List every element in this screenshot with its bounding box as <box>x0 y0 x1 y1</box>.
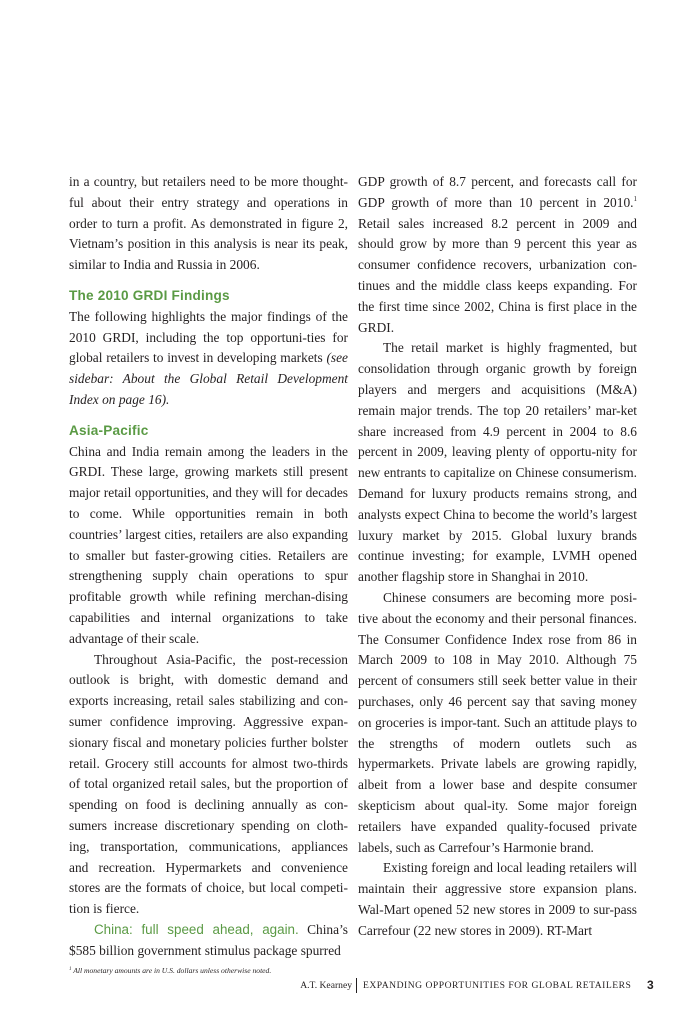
paragraph <box>69 307 348 411</box>
section-heading-asia-pacific: Asia-Pacific <box>69 422 149 438</box>
footer-publication-title: EXPANDING OPPORTUNITIES FOR GLOBAL RETAILERS <box>363 980 632 991</box>
paragraph-text: The following highlights the major findings of the 2010 GRDI, including the top opportuni-ties for global retailers to invest in developing markets <box>69 308 348 366</box>
paragraph: The retail market is highly fragmented, but consolidation through organic growth by foreign players and mergers and acquisitions (M&A) remain major trends. The top 20 retailers’ mar-ket share increased from 4.9 percent in 2004 to 8.6 percent in 2009, leaving plenty of opportu-nity for new entrants to capitalize on Chinese consumerism. Demand for luxury products remains strong, and analysts expect China to become the world’s largest luxury market by 2015. Global luxury brands continue investing; for example, LVMH opened another flagship store in Shanghai in 2010. <box>358 340 637 585</box>
right-column <box>358 172 637 941</box>
footnote-text: All monetary amounts are in U.S. dollars unless otherwise noted. <box>71 966 272 976</box>
paragraph: Existing foreign and local leading retailers will maintain their aggressive store expansion plans. Wal-Mart opened 52 new stores in 2009 to sur-pass Carrefour (22 new stores in 2009). RT-Mart <box>358 860 637 938</box>
page-number: 3 <box>647 978 654 992</box>
footnote-reference: 1 <box>633 194 637 203</box>
sidebar-reference: (see sidebar: About the Global Retail Development Index on page 16). <box>69 350 348 407</box>
paragraph: Throughout Asia-Pacific, the post-recession outlook is bright, with domestic demand and exports increasing, retail sales stabilizing and con-sumer confidence improving. Aggressive expan-sionary fiscal and monetary policies further bolster retail. Grocery still accounts for almost two-thirds of total organized retail sales, but the proportion of spending on food is declining annually as con-sumers increase discretionary spending on cloth-ing, transportation, communications, appliances and recreation. Hypermarkets and convenience stores are the formats of choice, but local competi-tion is fierce. <box>69 651 348 917</box>
paragraph <box>358 172 637 338</box>
footnote-marker: 1 <box>69 967 72 973</box>
paragraph: Chinese consumers are becoming more posi-tive about the economy and their personal finances. The Consumer Confidence Index rose from 86 in March 2009 to 108 in May 2010. Although 75 percent of consumers still seek better value in their purchases, only 46 percent say that saving money on groceries is impor-tant. Such an attitude plays to the strengths of modern outlets such as hypermarkets. Private labels are growing rapidly, albeit from a lower base and despite consumer skepticism about qual-ity. Some major foreign retailers have expanded quality-focused private labels, such as Carrefour’s Harmonie brand. <box>358 589 637 855</box>
footer-brand: A.T. Kearney <box>300 980 352 991</box>
left-column <box>69 172 348 977</box>
paragraph-text: China’s $585 billion government stimulus package spurred <box>69 921 349 958</box>
footer-divider <box>356 978 357 993</box>
paragraph-text: Retail sales increased 8.2 percent in 2009 and should grow by more than 9 percent this year as consumer confidence recovers, urbanization con-tinues and the middle class keeps expanding. For the first time since 2002, China is first place in the GRDI. <box>358 215 637 335</box>
run-in-heading-china: China: full speed ahead, again. <box>94 921 299 937</box>
paragraph <box>69 920 348 962</box>
paragraph-text: GDP growth of 8.7 percent, and forecasts call for GDP growth of more than 10 percent in 2010. <box>358 174 637 210</box>
paragraph: in a country, but retailers need to be more thought-ful about their entry strategy and operations in order to turn a profit. As demonstrated in figure 2, Vietnam’s position in this analysis is near its peak, similar to India and Russia in 2006. <box>69 174 348 273</box>
paragraph: China and India remain among the leaders in the GRDI. These large, growing markets still present major retail opportunities, and they will for decades to come. While opportunities remain in both countries’ largest cities, retailers are also expanding to smaller but faster-growing cities. Retailers are strengthening supply chain operations to spur profitable growth while refining merchan-dising capabilities and internal organizations to take advantage of their scale. <box>69 443 348 646</box>
section-heading-grdi-findings: The 2010 GRDI Findings <box>69 287 230 303</box>
footnote <box>69 965 348 977</box>
page-footer <box>0 978 698 994</box>
